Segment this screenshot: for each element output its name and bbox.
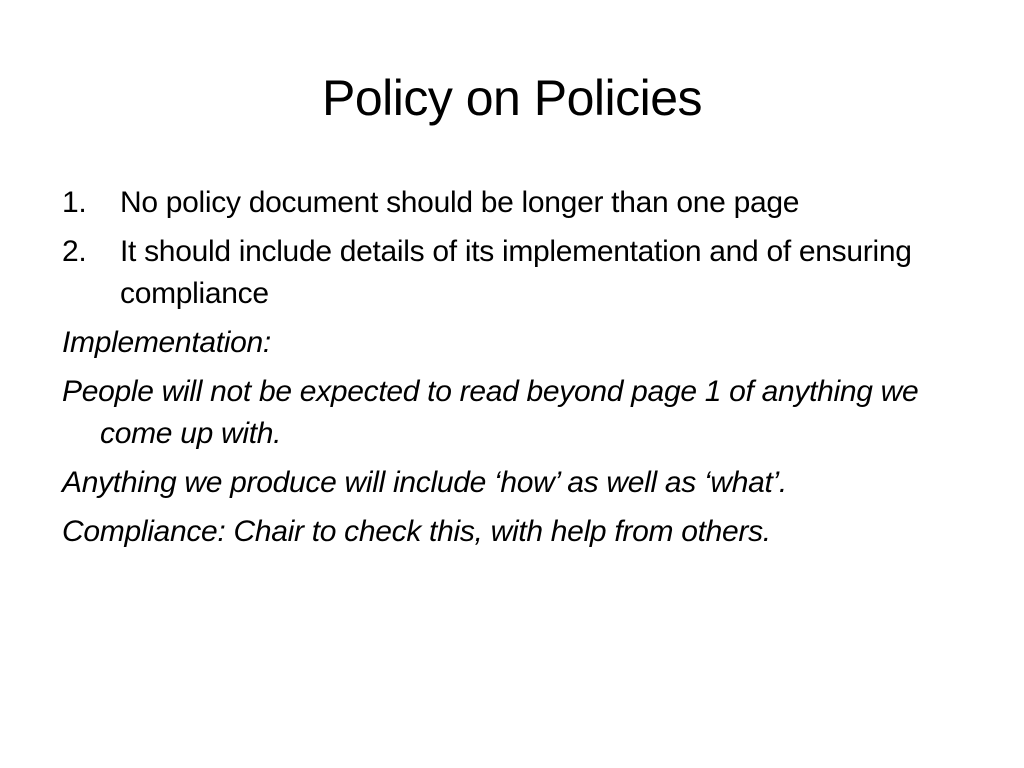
list-item-text: It should include details of its implementation and of ensuring compliance bbox=[120, 235, 912, 310]
implementation-note-how-what: Anything we produce will include ‘how’ as well as ‘what’. bbox=[62, 466, 787, 499]
list-item-number: 2. bbox=[62, 235, 87, 268]
numbered-list bbox=[62, 182, 962, 315]
slide-body bbox=[62, 182, 962, 560]
list-item bbox=[62, 182, 962, 224]
compliance-note: Compliance: Chair to check this, with help from others. bbox=[62, 515, 771, 548]
list-item-number: 1. bbox=[62, 186, 87, 219]
list-item bbox=[62, 231, 962, 315]
implementation-note-reading: People will not be expected to read beyond page 1 of anything we come up with. bbox=[62, 375, 919, 450]
list-item-text: No policy document should be longer than one page bbox=[120, 186, 800, 219]
slide-title: Policy on Policies bbox=[321, 70, 703, 126]
implementation-heading: Implementation: bbox=[62, 326, 271, 359]
